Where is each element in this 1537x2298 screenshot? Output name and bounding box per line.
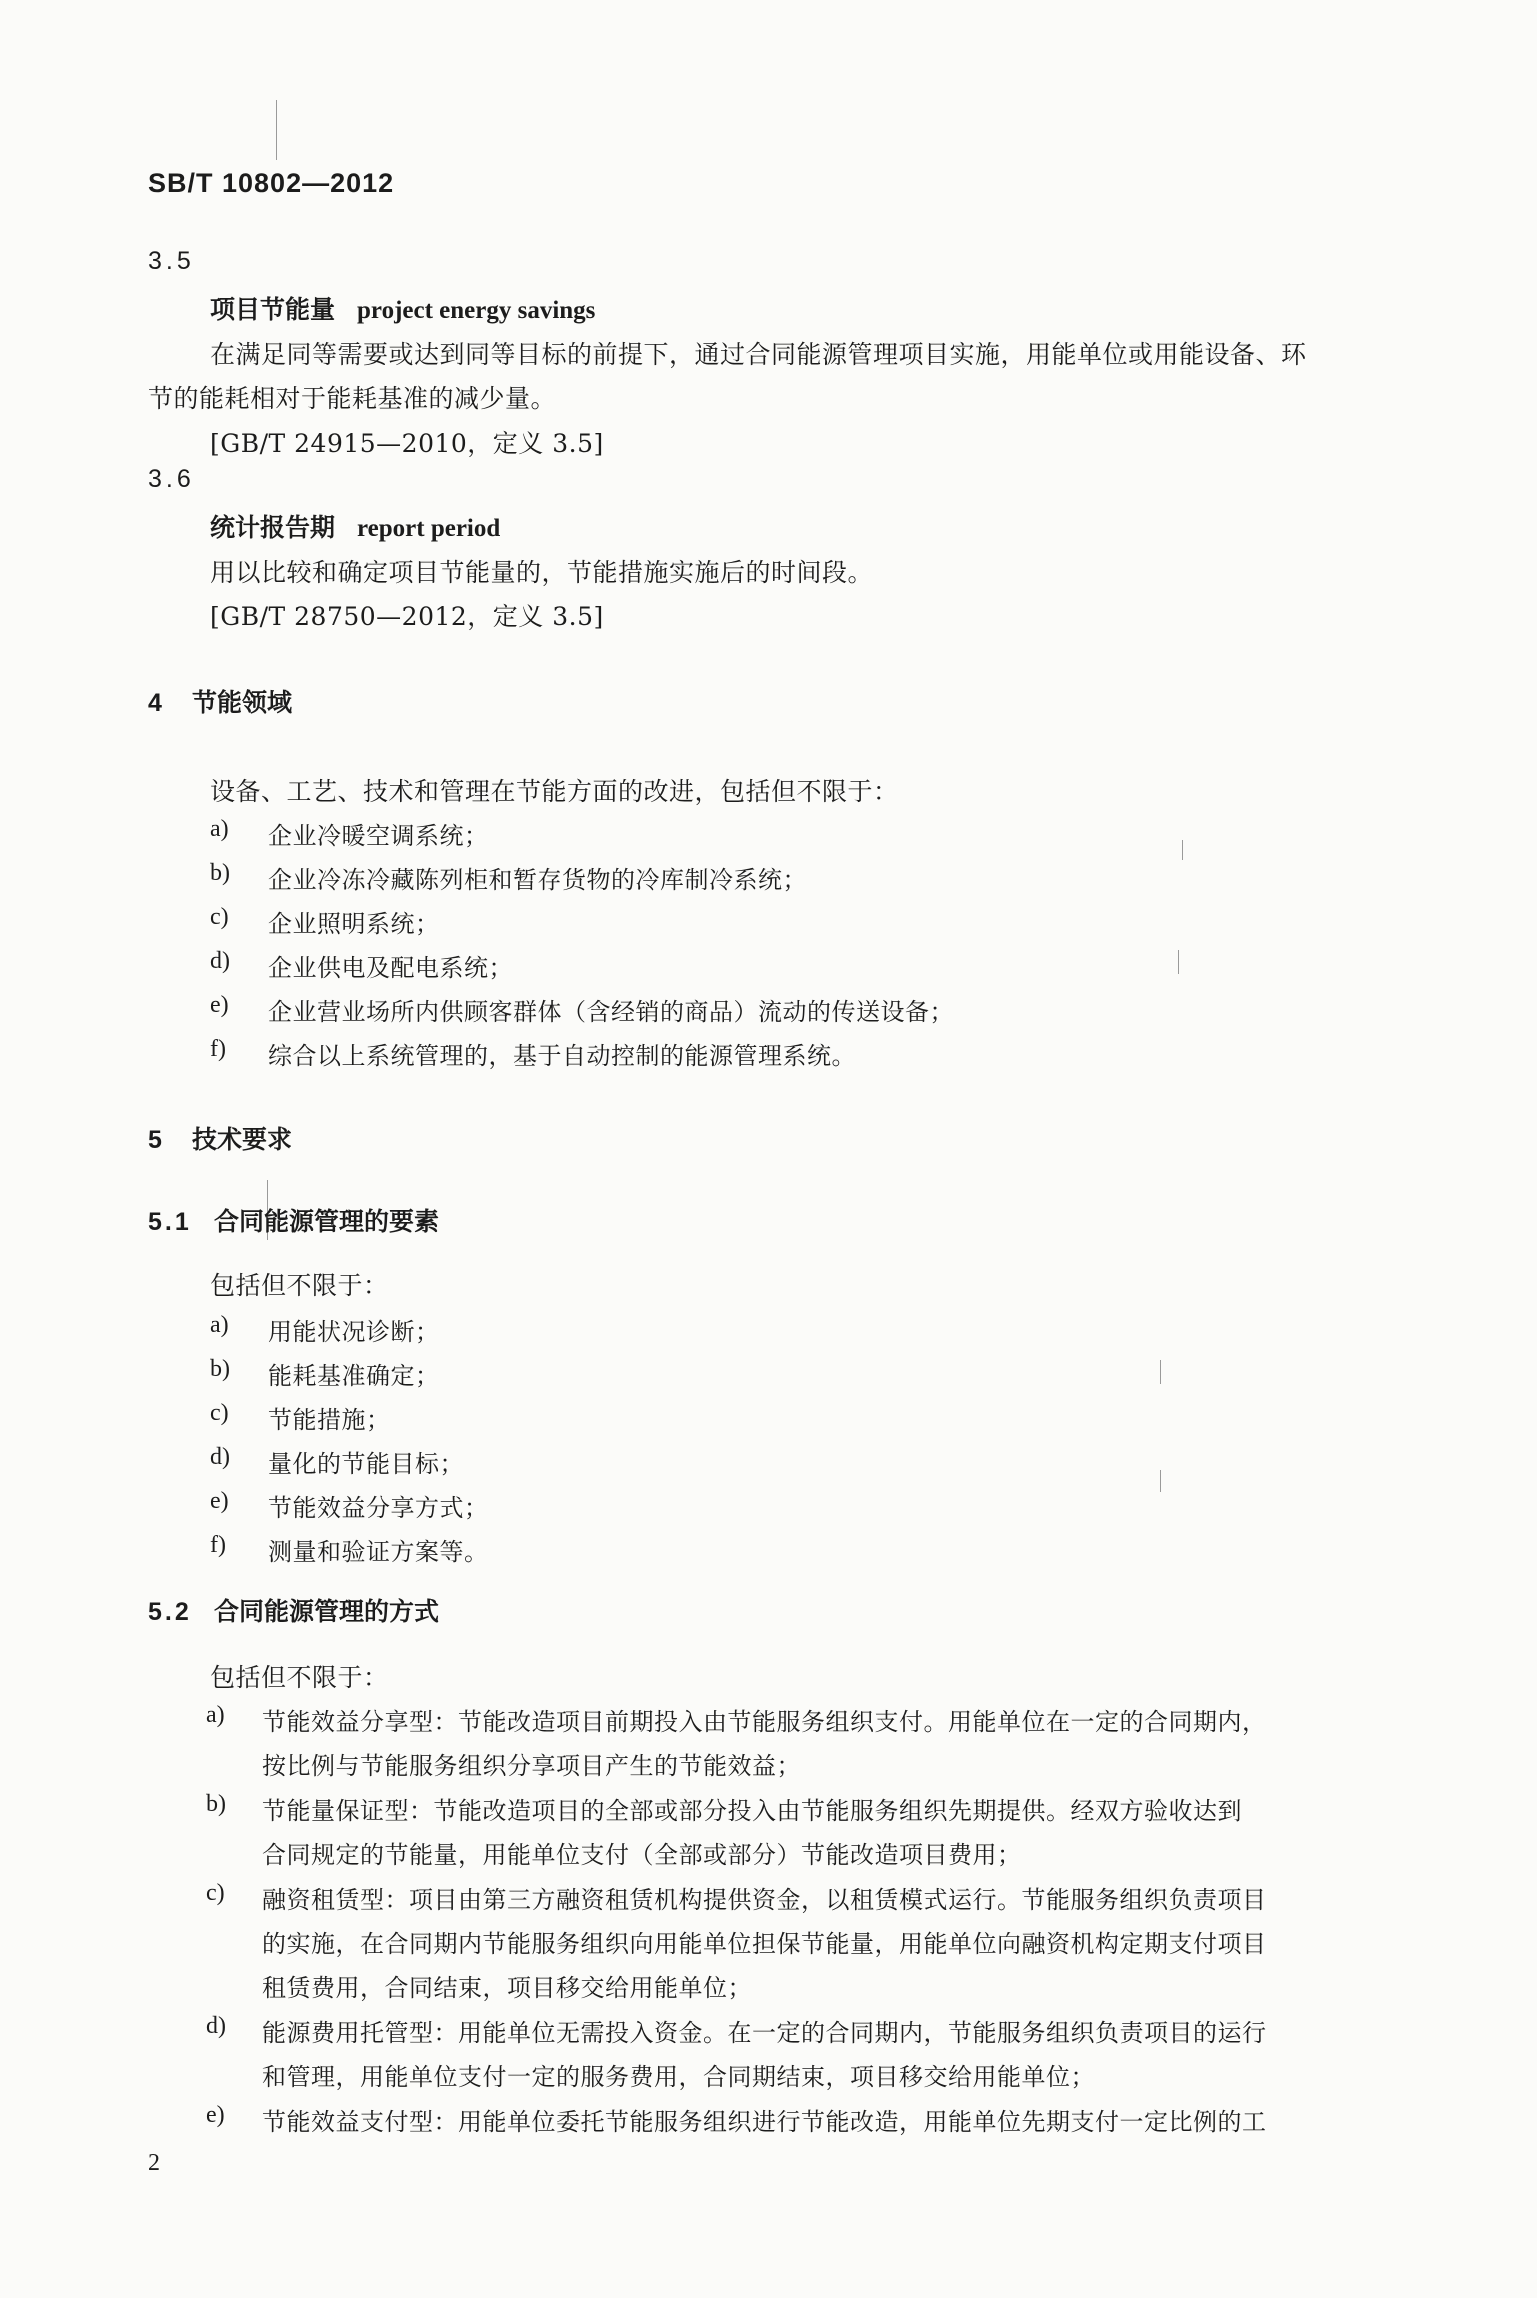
scan-artifact-line	[276, 100, 277, 160]
list-item-text: 能源费用托管型：用能单位无需投入资金。在一定的合同期内，节能服务组织负责项目的运行	[262, 2019, 1267, 2047]
list-item-text: 的实施，在合同期内节能服务组织向用能单位担保节能量，用能单位向融资机构定期支付项目	[262, 1930, 1267, 1958]
list-item-text: 按比例与节能服务组织分享项目产生的节能效益；	[262, 1752, 801, 1780]
list-item-text: 节能措施；	[268, 1406, 391, 1434]
section-heading-5-2	[148, 1592, 439, 1628]
list-item-text: 用能状况诊断；	[268, 1318, 440, 1346]
term-en: project energy savings	[357, 297, 596, 324]
list-item-text: 租赁费用，合同结束，项目移交给用能单位；	[262, 1974, 752, 2002]
list-item-letter: a)	[210, 816, 229, 842]
document-code: SB/T 10802—2012	[148, 168, 395, 198]
list-item-letter: b)	[210, 860, 230, 886]
list-item-text: 企业冷暖空调系统；	[268, 822, 489, 850]
list-item-text: 融资租赁型：项目由第三方融资租赁机构提供资金，以租赁模式运行。节能服务组织负责项目	[262, 1886, 1267, 1914]
section-intro: 设备、工艺、技术和管理在节能方面的改进，包括但不限于：	[210, 777, 899, 806]
section-title: 合同能源管理的要素	[214, 1207, 440, 1236]
list-item-letter: c)	[210, 904, 229, 930]
section-intro: 包括但不限于：	[210, 1663, 389, 1692]
section-heading-5	[148, 1120, 292, 1156]
section-number: 4	[148, 689, 162, 717]
term-en: report period	[357, 515, 501, 542]
list-item-text: 节能量保证型：节能改造项目的全部或部分投入由节能服务组织先期提供。经双方验收达到	[262, 1797, 1242, 1825]
list-item-letter: e)	[210, 1488, 229, 1514]
list-item-letter: b)	[206, 1791, 226, 1817]
list-item-text: 量化的节能目标；	[268, 1450, 464, 1478]
list-item-letter: b)	[210, 1356, 230, 1382]
scan-artifact-line	[1160, 1360, 1161, 1384]
list-item-letter: d)	[210, 1444, 230, 1470]
section-intro: 包括但不限于：	[210, 1271, 389, 1300]
term-cn: 统计报告期	[210, 513, 336, 542]
section-heading-4	[148, 683, 292, 719]
list-item-text: 综合以上系统管理的，基于自动控制的能源管理系统。	[268, 1042, 856, 1070]
list-item-letter: a)	[206, 1702, 225, 1728]
list-item-letter: a)	[210, 1312, 229, 1338]
section-title: 技术要求	[192, 1125, 293, 1154]
list-item-text: 企业冷冻冷藏陈列柜和暂存货物的冷库制冷系统；	[268, 866, 807, 894]
section-title: 合同能源管理的方式	[214, 1597, 440, 1626]
list-item-letter: d)	[210, 948, 230, 974]
section-number: 5.2	[148, 1598, 192, 1626]
list-item-text: 企业照明系统；	[268, 910, 440, 938]
list-item-letter: c)	[210, 1400, 229, 1426]
list-item-text: 企业营业场所内供顾客群体（含经销的商品）流动的传送设备；	[268, 998, 954, 1026]
section-title: 节能领域	[192, 688, 293, 717]
list-item-text: 节能效益支付型：用能单位委托节能服务组织进行节能改造，用能单位先期支付一定比例的工	[262, 2108, 1267, 2136]
scan-artifact-line	[1178, 950, 1179, 974]
list-item-text: 能耗基准确定；	[268, 1362, 440, 1390]
list-item-text: 合同规定的节能量，用能单位支付（全部或部分）节能改造项目费用；	[262, 1841, 1022, 1869]
term-3-6	[210, 508, 500, 544]
section-heading-5-1	[148, 1202, 439, 1238]
clause-number-3-6: 3.6	[148, 465, 195, 493]
definition-source: [GB/T 24915—2010，定义 3.5]	[210, 429, 604, 458]
scan-artifact-line	[1160, 1470, 1161, 1492]
list-item-text: 节能效益分享型：节能改造项目前期投入由节能服务组织支付。用能单位在一定的合同期内，	[262, 1708, 1267, 1736]
list-item-text: 和管理，用能单位支付一定的服务费用，合同期结束，项目移交给用能单位；	[262, 2063, 1095, 2091]
clause-number-3-5: 3.5	[148, 247, 195, 275]
list-item-letter: e)	[206, 2102, 225, 2128]
scan-artifact-line	[1182, 840, 1183, 860]
definition-text: 节的能耗相对于能耗基准的减少量。	[148, 384, 557, 413]
list-item-letter: e)	[210, 992, 229, 1018]
definition-text: 在满足同等需要或达到同等目标的前提下，通过合同能源管理项目实施，用能单位或用能设备、环	[210, 340, 1307, 369]
definition-text: 用以比较和确定项目节能量的，节能措施实施后的时间段。	[210, 558, 874, 587]
list-item-letter: f)	[210, 1036, 226, 1062]
list-item-letter: c)	[206, 1880, 225, 1906]
list-item-text: 节能效益分享方式；	[268, 1494, 489, 1522]
list-item-letter: f)	[210, 1532, 226, 1558]
term-cn: 项目节能量	[210, 295, 336, 324]
definition-source: [GB/T 28750—2012，定义 3.5]	[210, 602, 604, 631]
list-item-text: 企业供电及配电系统；	[268, 954, 513, 982]
list-item-text: 测量和验证方案等。	[268, 1538, 489, 1566]
section-number: 5	[148, 1126, 162, 1154]
section-number: 5.1	[148, 1208, 192, 1236]
list-item-letter: d)	[206, 2013, 226, 2039]
term-3-5	[210, 290, 595, 326]
page-number: 2	[148, 2150, 160, 2176]
